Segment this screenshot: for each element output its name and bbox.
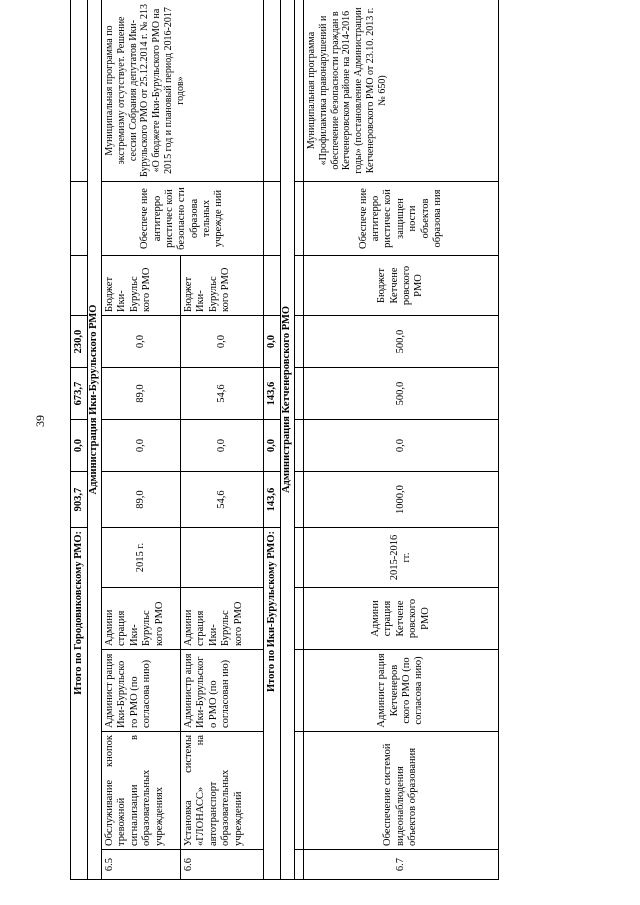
- empty-cell: [71, 256, 88, 316]
- year-2015-cell: 0,0: [102, 420, 181, 472]
- year-2015-cell: 0,0: [304, 420, 499, 472]
- period-cell: 2015-2016 гг.: [304, 528, 499, 588]
- empty-cell: [295, 368, 304, 420]
- year-2016-cell: 673,7: [71, 368, 88, 420]
- source-cell: Бюджет Кетчене ровского РМО: [304, 256, 499, 316]
- table-rotor: [70, 3, 570, 888]
- note-cell: Муниципальная программа по экстремизму отсутствует. Решение сессии Собрания депутатов Ики-Бурульского РМО от 25.12.2014 г. № 213 «О бюджете Ики-Бурульского РМО на 2015 год и плановый период 2016-2017 годов»: [102, 0, 264, 182]
- rotated-page: [70, 3, 570, 888]
- year-2017-cell: 0,0: [264, 316, 281, 368]
- year-2015-cell: 0,0: [181, 420, 264, 472]
- event-cell: Установка системы «ГЛОНАСС» на автотранспорт образовательных учреждений: [181, 732, 264, 850]
- empty-cell: [295, 0, 304, 182]
- total-cell: 903,7: [71, 472, 88, 528]
- responsible-cell: Админи страция Ики-Бурульс кого РМО: [181, 588, 264, 650]
- source-cell: Бюджет Ики-Бурульс кого РМО: [102, 256, 181, 316]
- period-cell: 2015 г.: [102, 528, 181, 588]
- note-cell: Муниципальная программа «Профилактика правонарушений и обеспечение безопасности граждан в Кетченеровском районе на 2014-2016 годы» (постановление Администрации Кетченеровского РМО от 23.10. 2013 г. № 650): [304, 0, 499, 182]
- empty-cell: [295, 732, 304, 850]
- executor-cell: Админист рация Кетченеров ского РМО (по согласова нию): [304, 650, 499, 732]
- row-number: 6.7: [304, 850, 499, 880]
- empty-cell: [295, 472, 304, 528]
- spacer-row: [295, 0, 304, 880]
- total-label: Итого по Городовиковскому РМО:: [71, 528, 88, 880]
- section-title: Администрация Кетченеровского РМО: [281, 0, 295, 880]
- executor-cell: Админист рация Ики-Бурульско го РМО (по согласова нию): [102, 650, 181, 732]
- empty-cell: [264, 182, 281, 256]
- empty-cell: [295, 256, 304, 316]
- empty-cell: [71, 0, 88, 182]
- table-row: [102, 0, 181, 880]
- source-cell: Бюджет Ики-Бурульс кого РМО: [181, 256, 264, 316]
- empty-cell: [295, 650, 304, 732]
- total-cell: 89,0: [102, 472, 181, 528]
- empty-cell: [295, 528, 304, 588]
- year-2015-cell: 0,0: [71, 420, 88, 472]
- section-header-iki-burul: [88, 0, 102, 880]
- empty-cell: [295, 316, 304, 368]
- total-cell: 54,6: [181, 472, 264, 528]
- year-2017-cell: 0,0: [181, 316, 264, 368]
- budget-table: [70, 0, 499, 880]
- executor-cell: Администр ация Ики-Бурульског о РМО (по согласован ию): [181, 650, 264, 732]
- empty-cell: [264, 0, 281, 182]
- total-label: Итого по Ики-Бурульскому РМО:: [264, 528, 281, 880]
- section-title: Администрация Ики-Бурульского РМО: [88, 0, 102, 880]
- year-2016-cell: 500,0: [304, 368, 499, 420]
- responsible-cell: Админи страция Кетчене ровского РМО: [304, 588, 499, 650]
- result-cell: Обеспече ние антитерро ристичес кой защищен ности объектов образова ния: [304, 182, 499, 256]
- row-number: 6.6: [181, 850, 264, 880]
- year-2016-cell: 54,6: [181, 368, 264, 420]
- total-row-iki-burul: [264, 0, 281, 880]
- result-cell: Обеспече ние антитерро ристичес кой безопасно сти образова тельных учрежде ний: [102, 182, 264, 256]
- total-cell: 143,6: [264, 472, 281, 528]
- empty-cell: [264, 256, 281, 316]
- year-2017-cell: 0,0: [102, 316, 181, 368]
- period-cell: [181, 528, 264, 588]
- year-2016-cell: 143,6: [264, 368, 281, 420]
- event-cell: Обслуживание кнопок тревожной сигнализации в образовательных учреждениях: [102, 732, 181, 850]
- empty-cell: [295, 420, 304, 472]
- row-number: 6.5: [102, 850, 181, 880]
- empty-cell: [295, 588, 304, 650]
- year-2017-cell: 500,0: [304, 316, 499, 368]
- table-row: [304, 0, 499, 880]
- total-cell: 1000,0: [304, 472, 499, 528]
- event-cell: Обеспечение системой видеонаблюдения объектов образования: [304, 732, 499, 850]
- total-row-gorodovikovsky: [71, 0, 88, 880]
- page-number: 39: [33, 415, 47, 427]
- section-header-ketchenery: [281, 0, 295, 880]
- empty-cell: [295, 182, 304, 256]
- year-2016-cell: 89,0: [102, 368, 181, 420]
- year-2015-cell: 0,0: [264, 420, 281, 472]
- responsible-cell: Админи страция Ики-Бурульс кого РМО: [102, 588, 181, 650]
- empty-cell: [295, 850, 304, 880]
- empty-cell: [71, 182, 88, 256]
- year-2017-cell: 230,0: [71, 316, 88, 368]
